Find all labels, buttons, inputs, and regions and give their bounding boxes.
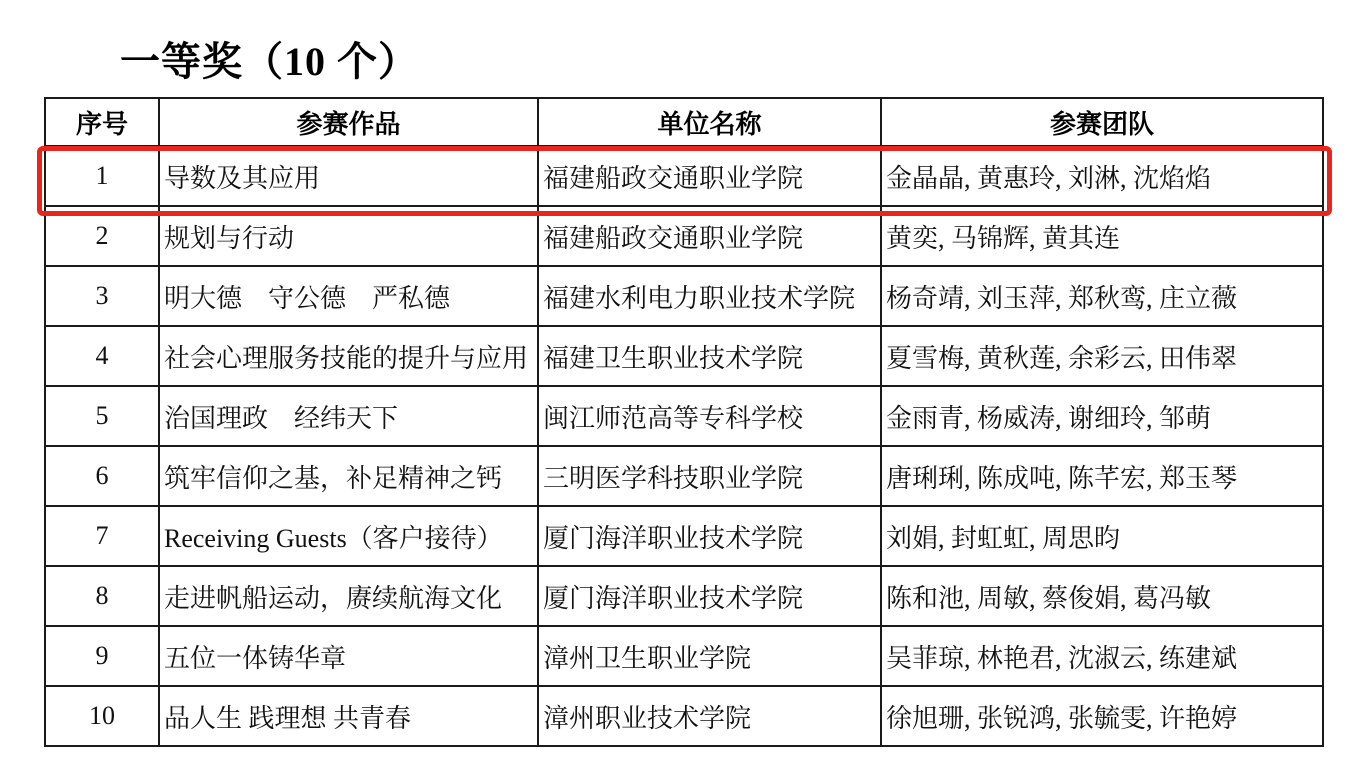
cell-work: 社会心理服务技能的提升与应用 (159, 326, 538, 386)
cell-team: 徐旭珊, 张锐鸿, 张毓雯, 许艳婷 (881, 686, 1323, 746)
cell-no: 3 (45, 266, 159, 326)
cell-team: 唐琍琍, 陈成吨, 陈芊宏, 郑玉琴 (881, 446, 1323, 506)
table-row (45, 626, 1323, 686)
cell-team: 金晶晶, 黄惠玲, 刘淋, 沈焰焰 (881, 146, 1323, 206)
cell-work: 走进帆船运动，赓续航海文化 (159, 566, 538, 626)
cell-no: 7 (45, 506, 159, 566)
cell-org: 漳州卫生职业学院 (538, 626, 881, 686)
cell-org: 三明医学科技职业学院 (538, 446, 881, 506)
cell-team: 吴菲琼, 林艳君, 沈淑云, 练建斌 (881, 626, 1323, 686)
header-org: 单位名称 (538, 98, 881, 146)
header-row (45, 98, 1323, 146)
cell-work: 五位一体铸华章 (159, 626, 538, 686)
header-no: 序号 (45, 98, 159, 146)
cell-no: 5 (45, 386, 159, 446)
cell-work: 品人生 践理想 共青春 (159, 686, 538, 746)
cell-org: 福建船政交通职业学院 (538, 206, 881, 266)
table-row (45, 506, 1323, 566)
cell-no: 9 (45, 626, 159, 686)
cell-no: 8 (45, 566, 159, 626)
cell-org: 厦门海洋职业技术学院 (538, 506, 881, 566)
header-work: 参赛作品 (159, 98, 538, 146)
cell-team: 夏雪梅, 黄秋莲, 余彩云, 田伟翠 (881, 326, 1323, 386)
cell-team: 陈和池, 周敏, 蔡俊娟, 葛冯敏 (881, 566, 1323, 626)
cell-org: 漳州职业技术学院 (538, 686, 881, 746)
cell-org: 福建船政交通职业学院 (538, 146, 881, 206)
cell-work: 导数及其应用 (159, 146, 538, 206)
cell-org: 厦门海洋职业技术学院 (538, 566, 881, 626)
header-team: 参赛团队 (881, 98, 1323, 146)
cell-org: 闽江师范高等专科学校 (538, 386, 881, 446)
cell-team: 黄奕, 马锦辉, 黄其连 (881, 206, 1323, 266)
table-row (45, 266, 1323, 326)
cell-work: 筑牢信仰之基，补足精神之钙 (159, 446, 538, 506)
cell-work: 治国理政 经纬天下 (159, 386, 538, 446)
cell-no: 6 (45, 446, 159, 506)
cell-no: 2 (45, 206, 159, 266)
table-row (45, 386, 1323, 446)
cell-no: 1 (45, 146, 159, 206)
cell-no: 4 (45, 326, 159, 386)
table-row (45, 566, 1323, 626)
cell-work: 规划与行动 (159, 206, 538, 266)
cell-no: 10 (45, 686, 159, 746)
table-row (45, 686, 1323, 746)
cell-team: 刘娟, 封虹虹, 周思昀 (881, 506, 1323, 566)
cell-org: 福建水利电力职业技术学院 (538, 266, 881, 326)
cell-org: 福建卫生职业技术学院 (538, 326, 881, 386)
page-title: 一等奖（10 个） (120, 39, 419, 84)
table-row (45, 326, 1323, 386)
table-row (45, 146, 1323, 206)
cell-team: 杨奇靖, 刘玉萍, 郑秋鸾, 庄立薇 (881, 266, 1323, 326)
cell-work: 明大德 守公德 严私德 (159, 266, 538, 326)
table-row (45, 446, 1323, 506)
awards-table (44, 97, 1324, 747)
cell-team: 金雨青, 杨威涛, 谢细玲, 邹萌 (881, 386, 1323, 446)
table-row (45, 206, 1323, 266)
cell-work: Receiving Guests（客户接待） (159, 506, 538, 566)
